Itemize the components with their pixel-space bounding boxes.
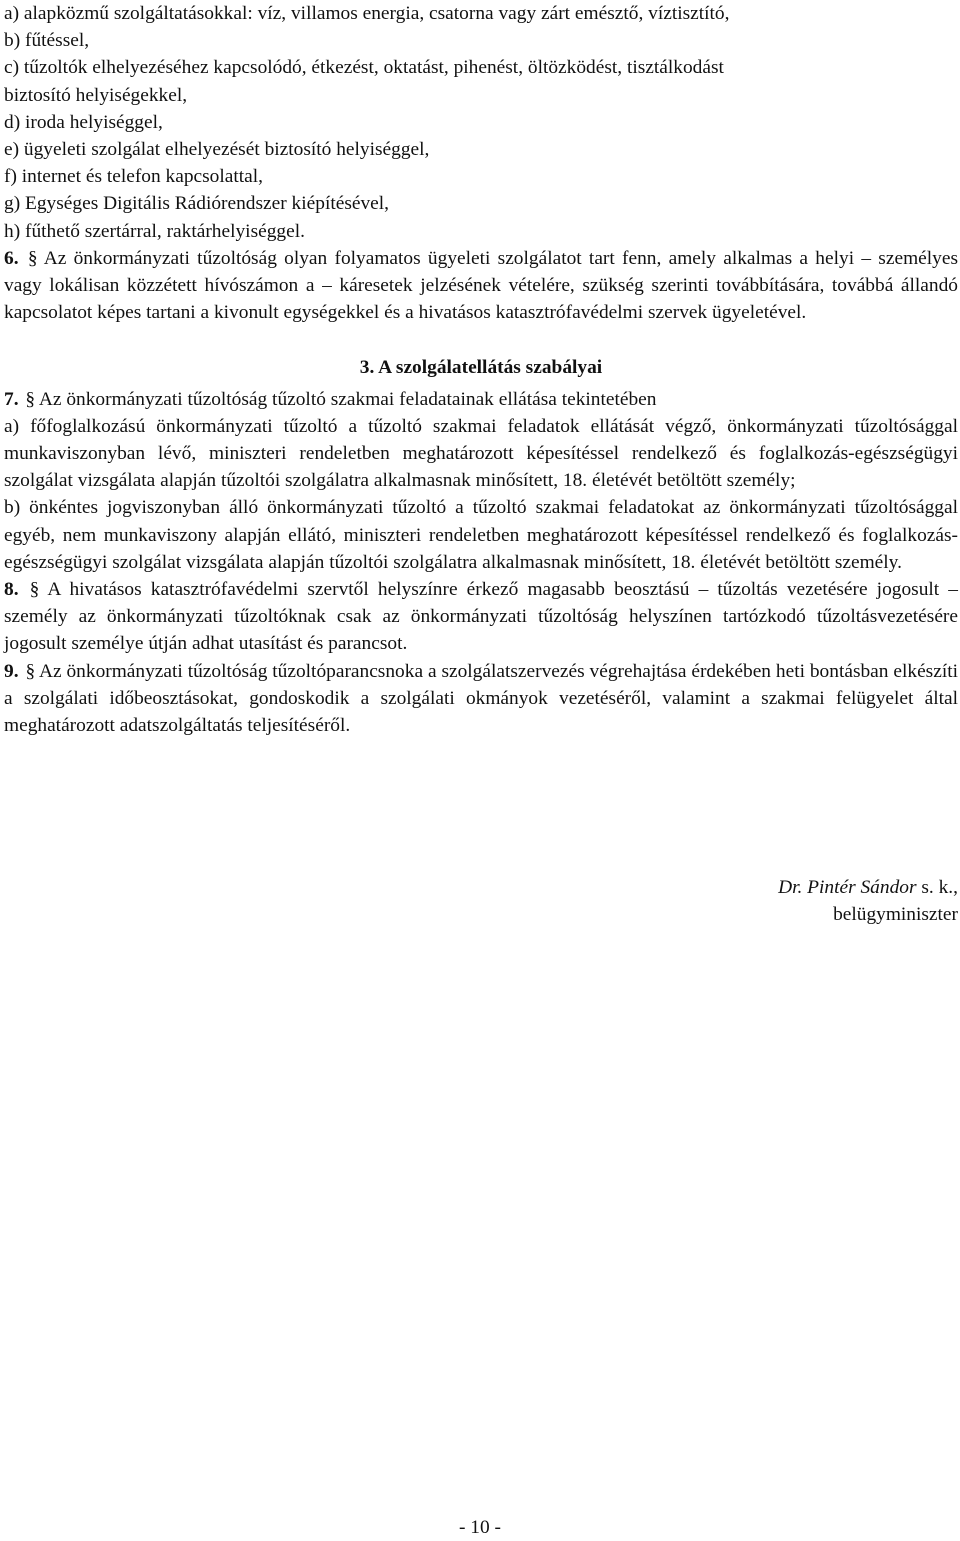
section-sign: § xyxy=(25,388,36,410)
signatory-line xyxy=(778,874,958,901)
signatory-name: Dr. Pintér Sándor xyxy=(778,877,917,898)
list-item: d) iroda helyiséggel, xyxy=(4,111,163,133)
paragraph-number: 7. xyxy=(4,388,19,410)
paragraph-7-point-a: a) főfoglalkozású önkormányzati tűzoltó a tűzoltó szakmai feladatok ellátását végző, önkormányzati tűzoltósággal munkaviszonyban lévő, miniszteri rendeletben meghatározott képesítéssel rendelkező és foglalkozás-egészségügyi szolgálat vizsgálata alapján tűzoltói szolgálatra alkalmasnak minősített, 18. életévét betöltött személy; xyxy=(4,415,958,492)
list-item: biztosító helyiségekkel, xyxy=(4,84,188,106)
page-number: - 10 - xyxy=(458,1517,501,1538)
list-item: f) internet és telefon kapcsolattal, xyxy=(4,166,263,188)
paragraph-9 xyxy=(4,658,958,740)
paragraph-7-point-b: b) önkéntes jogviszonyban álló önkormányzati tűzoltó a tűzoltó szakmai feladatokat az önkormányzati tűzoltósággal egyéb, nem munkaviszony alapján ellátó, miniszteri rendeletben meghatározott képesítéssel rendelkező és foglalkozás-egészségügyi szolgálat vizsgálata alapján tűzoltói szolgálatra alkalmasnak minősített, 18. életévét betöltött személy. xyxy=(4,497,958,573)
section-heading: 3. A szolgálatellátás szabályai xyxy=(359,357,603,379)
list-item: b) fűtéssel, xyxy=(4,30,90,52)
section-sign: § xyxy=(29,579,40,601)
paragraph-8 xyxy=(4,576,958,658)
signatory-title: belügyminiszter xyxy=(833,904,958,926)
paragraph-7-intro xyxy=(4,386,958,413)
paragraph-number: 9. xyxy=(4,660,19,682)
equipment-list xyxy=(4,0,958,245)
paragraph-6 xyxy=(4,245,958,327)
list-item: a) alapközmű szolgáltatásokkal: víz, villamos energia, csatorna vagy zárt emésztő, víztisztító, xyxy=(4,3,730,24)
paragraph-number: 8. xyxy=(4,579,19,601)
list-item: h) fűthető szertárral, raktárhelyiséggel. xyxy=(4,220,305,242)
section-sign: § xyxy=(27,247,38,269)
paragraph-text: Az önkormányzati tűzoltóság olyan folyamatos ügyeleti szolgálatot tart fenn, amely alkalmas a helyi – személyes vagy lokálisan közzétett hívószámon a – káresetek jelzésének vételére, szükség szerinti továbbítására, továbbá állandó kapcsolatot képes tartani a kivonult egységekkel és a hivatásos katasztrófavédelmi szervek ügyeletével. xyxy=(4,247,958,324)
list-item: c) tűzoltók elhelyezéséhez kapcsolódó, étkezést, oktatást, pihenést, öltözködést, tisztálkodást xyxy=(4,57,724,79)
paragraph-text: Az önkormányzati tűzoltóság tűzoltó szakmai feladatainak ellátása tekintetében xyxy=(38,388,657,410)
section-sign: § xyxy=(25,660,36,682)
paragraph-text: A hivatásos katasztrófavédelmi szervtől helyszínre érkező magasabb beosztású – tűzoltás vezetésére jogosult – személy az önkormányzati tűzoltóknak csak az önkormányzati tűzoltóság helyszínen tartózkodó tűzoltásvezetésére jogosult személye útján adhat utasítást és parancsot. xyxy=(4,579,958,655)
document-page xyxy=(4,0,958,739)
list-item: g) Egységes Digitális Rádiórendszer kiépítésével, xyxy=(4,193,390,215)
list-item: e) ügyeleti szolgálat elhelyezését biztosító helyiséggel, xyxy=(4,139,430,161)
paragraph-text: Az önkormányzati tűzoltóság tűzoltóparancsnoka a szolgálatszervezés végrehajtása érdekében heti bontásban elkészíti a szolgálati időbeosztásokat, gondoskodik a szolgálati okmányok vezetéséről, valamint a szakmai felügyelet által meghatározott adatszolgáltatás teljesítéséről. xyxy=(4,660,958,737)
signatory-suffix: s. k., xyxy=(916,877,958,898)
paragraph-number: 6. xyxy=(4,247,19,269)
signature-block xyxy=(778,874,958,928)
